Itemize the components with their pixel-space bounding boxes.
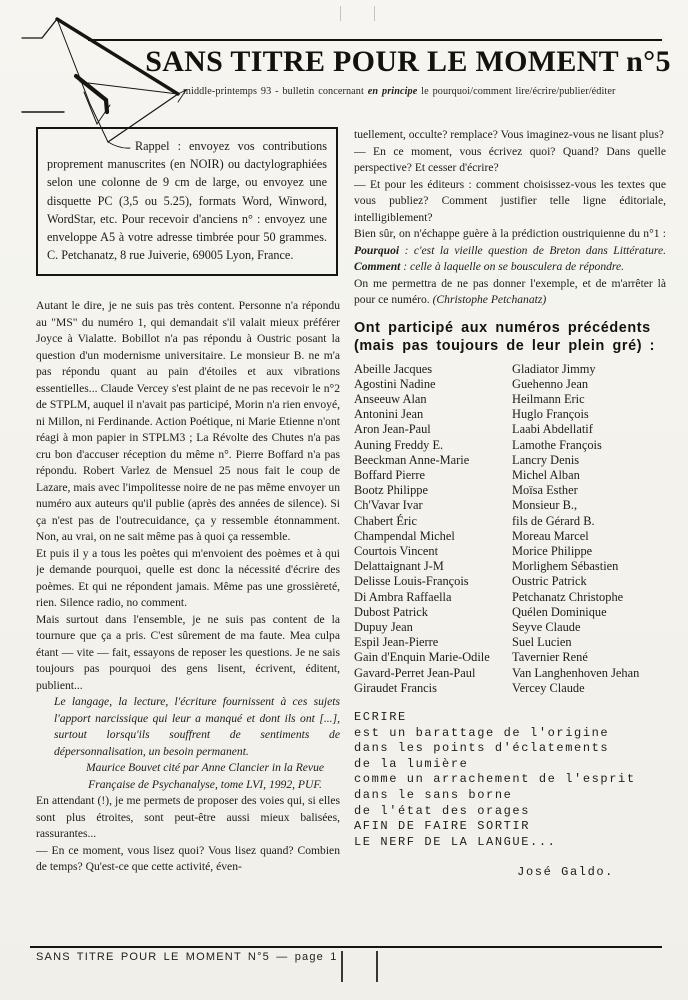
poem-line: dans les points d'éclatements [354,741,610,756]
participant-name: Ch'Vavar Ivar [354,498,423,513]
participant-name: Suel Lucien [512,635,572,650]
participant-name: Huglo François [512,407,589,422]
subtitle [183,86,683,97]
prediction-q2-text: : celle à laquelle on se bousculera de répondre. [400,260,625,273]
participant-name: Bootz Philippe [354,483,428,498]
participants-list [354,362,666,696]
participant-name: Boffard Pierre [354,467,425,482]
rappel-box [36,127,338,276]
participant-name: Lamothe François [512,437,602,452]
participant-name: Gladiator Jimmy [512,361,596,376]
participant-name: Moreau Marcel [512,528,589,543]
participant-name: Anseeuw Alan [354,391,427,406]
participant-name: Gain d'Enquin Marie-Odile [354,650,490,665]
participant-name: Abeille Jacques [354,361,433,376]
participant-name: Tavernier René [512,650,588,665]
participant-name: Van Langhenhoven Jehan [512,665,640,680]
participant-name: Oustric Patrick [512,574,587,589]
participant-name: Morice Philippe [512,543,593,558]
left-paragraphs [36,298,340,694]
footer-rule [30,946,662,948]
page-title: SANS TITRE POUR LE MOMENT n°5 [145,45,671,78]
participant-name: Monsieur B., [512,498,578,513]
participant-name: Gavard-Perret Jean-Paul [354,665,476,680]
body-paragraph: Et puis il y a tous les poètes qui m'envoient des poèmes et à qui je demande pourquoi, quelle est donc la nécessité d'écrire des poèmes. Et qui ne répondent jamais. Même pas une grossièreté, rien. Silence radio, no comment. [36,546,340,609]
rappel-text: Rappel : envoyez vos contributions proprement manuscrites (en NOIR) ou dactylographiées selon une colonne de 9 cm de large, ou envoyez une disquette PC (3,5 ou 5.25), formats Word, Winword, WordStar, etc. Pour recevoir d'anciens n° : envoyez une enveloppe A5 à votre adresse timbrée pour 50 grammes. C. Petchanatz, 8 rue Juiverie, 69005 Lyon, France. [47,139,327,263]
participant-name: Espil Jean-Pierre [354,635,439,650]
participant-name: Giraudet Francis [354,680,437,695]
participants-heading-line2: (mais pas toujours de leur plein gré) : [354,338,656,354]
closing-credit: (Christophe Petchanatz) [432,293,547,306]
participant-name: Chabert Éric [354,513,417,528]
quote-attribution: Maurice Bouvet cité par Anne Clancier in la Revue Française de Psychanalyse, tome LVI, 1992, PUF. [85,761,325,791]
subtitle-suffix: le pourquoi/comment lire/écrire/publier/éditer [417,86,616,97]
right-column [354,127,666,947]
poem-line: de la lumière [354,756,469,771]
participant-name: Courtois Vincent [354,543,439,558]
prediction-lead: Bien sûr, on n'échappe guère à la prédiction oustriquienne du n°1 : [354,227,666,240]
poem-line: est un barattage de l'origine [354,725,610,740]
closing-text: On me permettra de ne pas donner l'exemple, et de m'arrêter là pour ce numéro. [354,276,666,306]
participant-name: Heilmann Eric [512,391,585,406]
participant-name: Auning Freddy E. [354,437,444,452]
body-paragraph: tuellement, occulte? remplace? Vous imaginez-vous ne lisant plus? [354,128,664,141]
participants-heading [354,319,666,356]
closing-paragraph [354,276,666,309]
participant-name: Moïsa Esther [512,483,578,498]
subtitle-prefix: middle-printemps 93 - bulletin concernant [183,86,368,97]
participant-name: Quélen Dominique [512,604,607,619]
body-paragraph: — En ce moment, vous lisez quoi? Vous lisez quand? Combien de temps? Qu'est-ce que cette activité, éven- [36,843,340,873]
participant-name: Beeckman Anne-Marie [354,452,470,467]
body-paragraph: Mais surtout dans l'ensemble, je ne suis pas content de la tournure que ça a pris. C'est sûrement de ma faute. Mea culpa étant — vite — fait, essayons de reposer les questions. Je ne sais toujours pas pourquoi des gens lisent, écrivent, éditent, publient... [36,612,340,692]
prediction-paragraph [354,226,666,276]
participant-name: Antonini Jean [354,407,424,422]
blockquote: Le langage, la lecture, l'écriture fournissent à ces sujets l'apport narcissique qui leur a manqué et dont ils ont [...], surtout lorsqu'ils souffrent de sentiments de dépersonnalisation, un besoin permanent. [54,695,340,758]
participant-name: Laabi Abdellatif [512,422,593,437]
prediction-q1-label: Pourquoi [354,243,400,257]
left-column [36,298,340,946]
participant-name: Seyve Claude [512,619,581,634]
participant-name: Di Ambra Raffaella [354,589,452,604]
header-rule [88,39,662,41]
poem-line: LE NERF DE LA LANGUE... [354,834,557,849]
scan-mark-bottom-right [376,951,378,982]
participant-name: Morlighem Sébastien [512,559,619,574]
right-paragraphs [354,127,666,226]
participants-column-b [512,362,666,696]
participant-name: Delisse Louis-François [354,574,469,589]
body-paragraph: Autant le dire, je ne suis pas très content. Personne n'a répondu au "MS" du numéro 1, qui demandait s'il valait mieux préférer Joyce à Vialatte. Bobillot n'a pas répondu à Oustric posant la question d'un modernisme universitaire. Le monsieur B. ne m'a pas répondu quant au pain d'étoiles et aux vibrations essentielles... Claude Vercey s'est plaint de ne pas recevoir le n°2 de STPLM, auquel il n'avait pas participé, Morin n'a rien envoyé, ni Millon, ni Ferdinande. Action Poétique, ni Marie Etienne n'ont réagi à mon papier in STPLM3 ; La Révolte des Chutes n'a pas cru bon d'accuser réception du même n°. Pierre Boffard n'a pas répondu. Robert Varlez de Mensuel 25 nous fait le coup de Lazare, mais avec l'impolitesse noire de ne pas même envoyer un numéro aux auteurs qu'il publie (après des années de silence). Si ça n'est pas de l'outrecuidance, ça y ressemble étonnamment. Non, au vrai, on ne sait même pas à quoi ça ressemble. [36,299,340,543]
participant-name: Vercey Claude [512,680,585,695]
participant-name: fils de Gérard B. [512,513,595,528]
body-paragraph: — En ce moment, vous écrivez quoi? Quand? Dans quelle perspective? Et cesser d'écrire? [354,144,666,174]
participant-name: Dubost Patrick [354,604,428,619]
participant-name: Guehenno Jean [512,376,589,391]
body-paragraph: — Et pour les éditeurs : comment choisissez-vous les textes que vous publiez? Comment justifier telle ligne éditoriale, intelligiblement? [354,177,666,224]
participant-name: Michel Alban [512,467,580,482]
footer-page-label: SANS TITRE POUR LE MOMENT N°5 — page 1 [36,951,338,963]
participants-column-a [354,362,512,696]
left-paragraphs-after [36,793,340,876]
scan-mark-top-right [374,6,375,21]
participant-name: Champendal Michel [354,528,455,543]
subtitle-emphasis: en principe [367,86,418,97]
participant-name: Petchanatz Christophe [512,589,624,604]
participants-heading-line1: Ont participé aux numéros précédents [354,319,651,336]
participant-name: Delattaignant J-M [354,559,444,574]
poem-line: comme un arrachement de l'esprit [354,772,636,787]
scan-mark-bottom-left [341,951,343,982]
poem-signature: José Galdo. [517,865,614,880]
participant-name: Agostini Nadine [354,376,436,391]
poem-line: ECRIRE [354,709,407,724]
prediction-q1-text: : c'est la vieille question de Breton dans Littérature. [399,243,666,257]
poem-line: de l'état des orages [354,803,531,818]
participant-name: Dupuy Jean [354,619,413,634]
prediction-q2-label: Comment [354,260,401,273]
poem-line: AFIN DE FAIRE SORTIR [354,819,531,834]
participant-name: Aron Jean-Paul [354,422,431,437]
poem-line: dans le sans borne [354,787,513,802]
participant-name: Lancry Denis [512,452,580,467]
typewriter-poem [354,710,666,850]
scan-mark-top-left [340,6,341,21]
body-paragraph: En attendant (!), je me permets de proposer des voies qui, si elles sont plus étroites, sont peut-être aussi mieux balisées, rassurantes... [36,794,340,840]
